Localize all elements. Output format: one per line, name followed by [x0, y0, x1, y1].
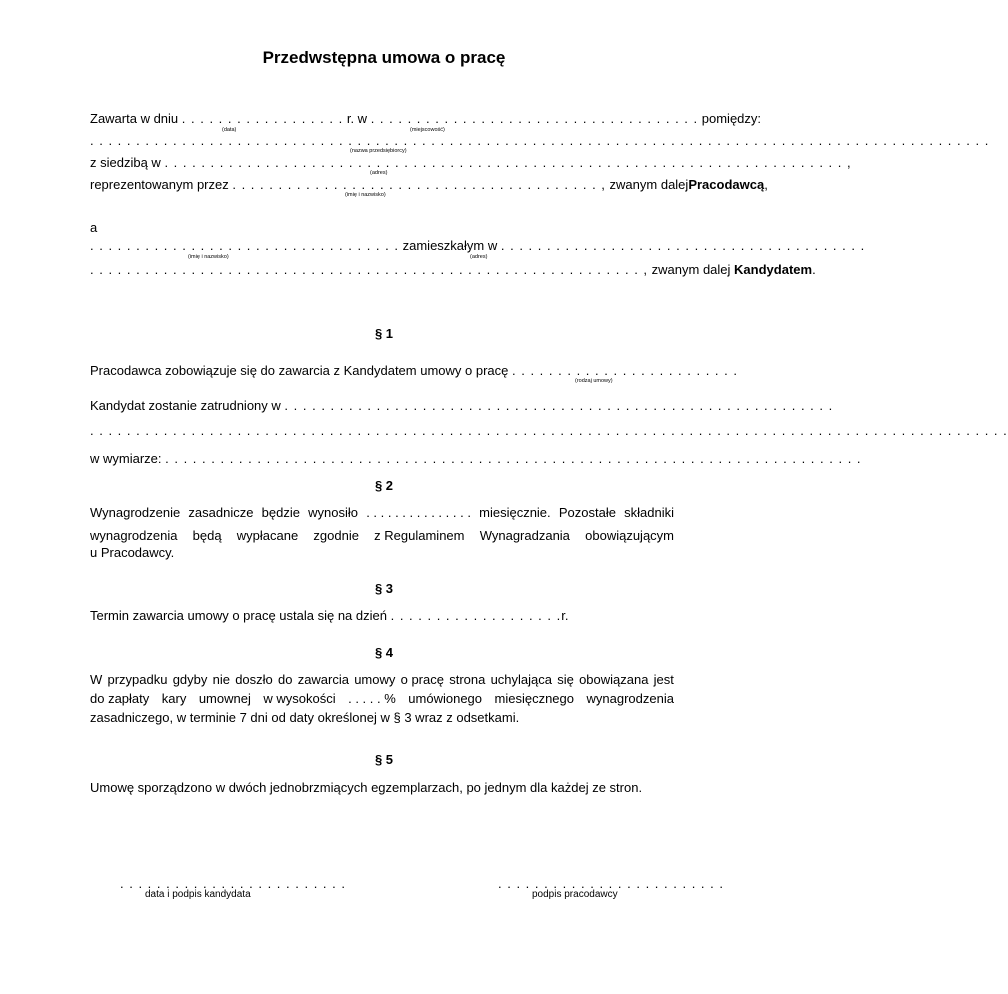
seat-label: z siedzibą w: [90, 155, 161, 170]
section-1-line-2: [90, 398, 833, 413]
s4-word: przypadku: [107, 672, 168, 687]
section-1-line-1: [90, 363, 738, 378]
candidate-address-field: . . . . . . . . . . . . . . . . . . . . . . . . . . . . . . . . . . . . . . . .: [500, 238, 866, 253]
s1-employed-text: Kandydat zostanie zatrudniony w: [90, 398, 281, 413]
period-1: .: [812, 262, 816, 277]
section-5-line-1: Umowę sporządzono w dwóch jednobrzmiących egzemplarzach, po jednym dla każdej ze stron.: [90, 780, 643, 795]
caption-employer-name: (nazwa przedsiębiorcy): [350, 148, 407, 154]
s4-word: gdyby: [172, 672, 208, 687]
s2-word: obowiązującym: [585, 528, 674, 543]
called-label-1: zwanym dalej: [609, 177, 689, 192]
caption-date: (data): [222, 127, 237, 133]
comma-1: ,: [764, 177, 768, 192]
s4-word: się: [557, 672, 574, 687]
position-field: . . . . . . . . . . . . . . . . . . . . . . . . . . . . . . . . . . . . . . . . . . . . . . . . . . . . . . . . . . . .: [284, 398, 834, 413]
place-field: . . . . . . . . . . . . . . . . . . . . . . . . . . . . . . . . . . . .: [370, 111, 699, 126]
section-3-line-1: [90, 608, 568, 623]
section-5-heading: § 5: [374, 752, 394, 767]
s4-word: o pracę: [400, 672, 444, 687]
s2-word: miesięcznie.: [479, 505, 551, 520]
s2-word: składniki: [624, 505, 674, 520]
s4-word: doszło: [235, 672, 273, 687]
s4-word: wynagrodzenia: [586, 691, 674, 706]
s2-word: wypłacane: [236, 528, 299, 543]
s2-word: zasadnicze: [188, 505, 254, 520]
candidate-term: Kandydatem: [734, 262, 813, 277]
and-word: a: [90, 220, 98, 235]
s3-year-suffix: r.: [561, 608, 569, 623]
s4-word: obowiązana: [579, 672, 649, 687]
section-2-line-1: [90, 505, 674, 520]
s4-word: W: [90, 672, 103, 687]
section-3-heading: § 3: [374, 581, 394, 596]
section-4-line-3: zasadniczego, w terminie 7 dni od daty określonej w § 3 wraz z odsetkami.: [90, 710, 520, 725]
intro-line-5: [90, 238, 865, 253]
caption-address-1: (adres): [370, 170, 388, 176]
s1-obligation-text: Pracodawca zobowiązuje się do zawarcia z Kandydatem umowy o pracę: [90, 363, 509, 378]
s2-word: będą: [192, 528, 222, 543]
candidate-name-field: . . . . . . . . . . . . . . . . . . . . . . . . . . . . . . . . . .: [90, 238, 399, 253]
intro-line-4: [90, 177, 768, 192]
employer-name-field: . . . . . . . . . . . . . . . . . . . . . . . . . . . . . . . . . . . . . . . . . . . . . . . . . . . . . . . . . . . . . . . . . . . . . . . . . . . . . . . . . . . . . . . . . . . . . . . . . .: [90, 133, 990, 148]
s4-word: strona: [449, 672, 486, 687]
represented-label: reprezentowanym przez: [90, 177, 229, 192]
s3-term-text: Termin zawarcia umowy o pracę ustala się na dzień: [90, 608, 387, 623]
s2-word: zgodnie: [313, 528, 359, 543]
employer-signature-field: . . . . . . . . . . . . . . . . . . . . . . . . .: [498, 876, 724, 891]
caption-contract-type: (rodzaj umowy): [575, 378, 613, 384]
section-2-line-3: u Pracodawcy.: [90, 545, 175, 560]
residing-label: zamieszkałym w: [402, 238, 498, 253]
candidate-address-cont-field: . . . . . . . . . . . . . . . . . . . . . . . . . . . . . . . . . . . . . . . . . . . . . . . . . . . . . . . . . . . . ,: [90, 262, 649, 277]
s4-word: jest: [653, 672, 674, 687]
caption-place: (miejscowość): [410, 127, 445, 133]
section-2-line-2: [90, 528, 674, 543]
s2-word: Wynagradzania: [479, 528, 570, 543]
caption-name-1: (imię i nazwisko): [345, 192, 386, 198]
representative-field: . . . . . . . . . . . . . . . . . . . . . . . . . . . . . . . . . . . . . . . . ,: [232, 177, 606, 192]
caption-address-2: (adres): [470, 254, 488, 260]
s4-word: umownej: [198, 691, 251, 706]
document-title: Przedwstępna umowa o pracę: [262, 48, 506, 67]
section-2-heading: § 2: [374, 478, 394, 493]
s4-word: kary: [161, 691, 187, 706]
s4-word: w wysokości: [263, 691, 336, 706]
employer-signature-label: podpis pracodawcy: [532, 889, 618, 900]
section-1-heading: § 1: [374, 326, 394, 341]
s4-word: . . . . . %: [348, 691, 396, 706]
start-date-field: . . . . . . . . . . . . . . . . . . .: [390, 608, 562, 623]
intro-between-label: pomiędzy:: [701, 111, 762, 126]
s2-word: wynagrodzenia: [90, 528, 178, 543]
caption-name-2: (imię i nazwisko): [188, 254, 229, 260]
s4-word: nie: [212, 672, 230, 687]
s4-word: uchylająca: [490, 672, 552, 687]
s4-word: umówionego: [408, 691, 483, 706]
section-4-line-2: [90, 691, 674, 706]
date-field: . . . . . . . . . . . . . . . . . .: [181, 111, 344, 126]
seat-field: . . . . . . . . . . . . . . . . . . . . . . . . . . . . . . . . . . . . . . . . . . . . . . . . . . . . . . . . . . . . . . . . . . . . . . . . . . ,: [164, 155, 852, 170]
worktime-field: . . . . . . . . . . . . . . . . . . . . . . . . . . . . . . . . . . . . . . . . . . . . . . . . . . . . . . . . . . . . . . . . . . . . . . . . . . . .: [165, 451, 862, 466]
intro-line-1: [90, 111, 761, 126]
section-4-line-1: [90, 672, 674, 687]
s4-word: umowy: [354, 672, 396, 687]
contract-type-field: . . . . . . . . . . . . . . . . . . . . . . . . .: [512, 363, 738, 378]
employer-term: Pracodawcą: [688, 177, 765, 192]
s2-word: Pozostałe: [558, 505, 616, 520]
s4-word: do: [278, 672, 293, 687]
s1-worktime-label: w wymiarze:: [90, 451, 162, 466]
s2-word: wynosiło: [308, 505, 358, 520]
intro-place-label: r. w: [346, 111, 368, 126]
s4-word: miesięcznego: [494, 691, 575, 706]
intro-date-label: Zawarta w dniu: [90, 111, 179, 126]
intro-line-3: [90, 155, 852, 170]
section-1-line-4: [90, 451, 862, 466]
candidate-signature-label: data i podpis kandydata: [145, 889, 251, 900]
s2-word: będzie: [261, 505, 300, 520]
position-field-cont: . . . . . . . . . . . . . . . . . . . . . . . . . . . . . . . . . . . . . . . . . . . . . . . . . . . . . . . . . . . . . . . . . . . . . . . . . . . . . . . . . . . . . . . . . . . . . . . . . . . .: [90, 423, 1008, 438]
section-4-heading: § 4: [374, 645, 394, 660]
candidate-signature-field: . . . . . . . . . . . . . . . . . . . . . . . . .: [120, 876, 346, 891]
s4-word: zawarcia: [297, 672, 349, 687]
called-label-2: zwanym dalej: [651, 262, 731, 277]
s2-word: z Regulaminem: [374, 528, 465, 543]
s2-word: . . . . . . . . . . . . . . .: [366, 505, 471, 520]
s2-word: Wynagrodzenie: [90, 505, 181, 520]
intro-line-6: [90, 262, 816, 277]
s4-word: do zapłaty: [90, 691, 150, 706]
